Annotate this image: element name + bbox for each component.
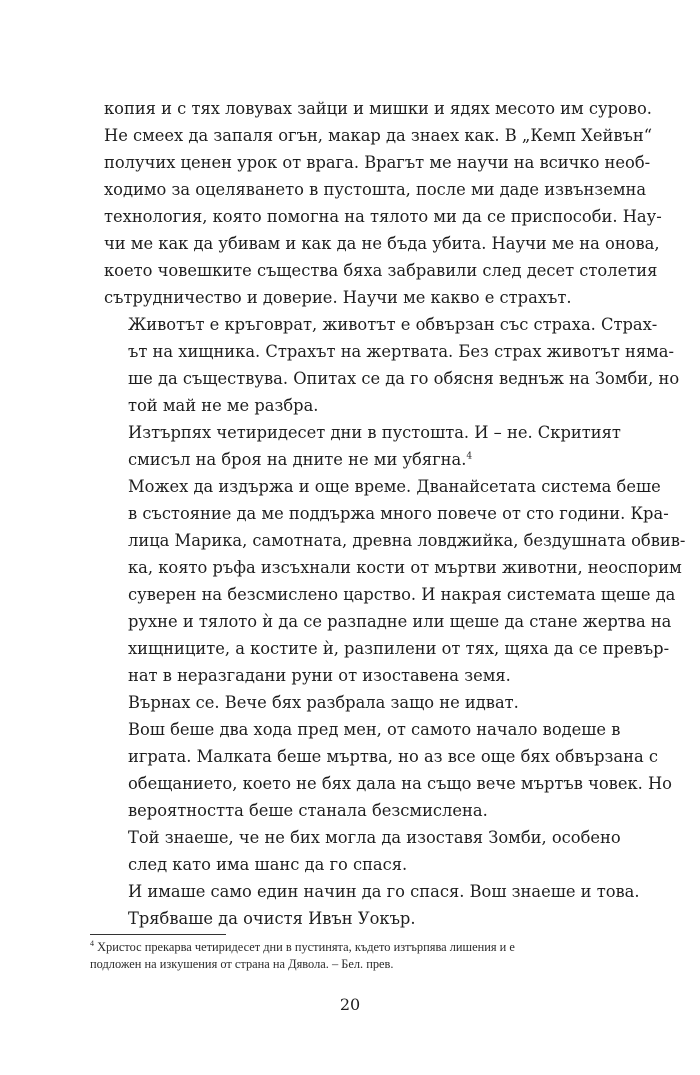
text-line: Върнах се. Вече бях разбрала защо не идват. [128,693,519,712]
text-line: сътрудничество и доверие. Научи ме какво е страхът. [104,288,572,307]
text-line: играта. Малката беше мъртва, но аз все още бях обвързана с [128,747,658,766]
text-line: вероятността беше станала безсмислена. [128,801,488,820]
text-line: ът на хищника. Страхът на жертвата. Без страх животът няма- [128,342,675,361]
text-line: обещанието, което не бях дала на също вече мъртъв човек. Но [128,774,672,793]
footnote-line [90,939,610,956]
text-line: ше да съществува. Опитах се да го обясня веднъж на Зомби, но [128,369,680,388]
text-line: лица Марика, самотната, древна ловджийка, бездушната обвив- [128,531,686,550]
text-line: Изтърпях четиридесет дни в пустошта. И – не. Скритият [128,423,621,442]
paragraph-2 [104,311,680,419]
page-number: 20 [339,995,361,1014]
text-line: след като има шанс да го спася. [128,855,408,874]
footnote-text: Христос прекарва четиридесет дни в пустинята, където изтърпява лишения и е [94,940,515,954]
text-line: Не смеех да запаля огън, макар да знаех как. В „Кемп Хейвън“ [104,126,653,145]
text-line: получих ценен урок от врага. Врагът ме научи на всичко необ- [104,153,651,172]
text-line: суверен на безсмислено царство. И накрая системата щеше да [128,585,676,604]
paragraph-7 [104,824,621,878]
footnote [90,939,610,973]
footnote-line: подложен на изкушения от страна на Дявола. – Бел. прев. [90,957,394,971]
text-line [104,446,600,473]
paragraph-5 [104,689,600,716]
paragraph-3 [104,419,621,473]
paragraph-8 [104,878,640,905]
text-line: копия и с тях ловувах зайци и мишки и ядях месото им сурово. [104,99,652,118]
text-line: ходимо за оцеляването в пустошта, после ми даде извънземна [104,180,647,199]
text-line-content: смисъл на броя на дните не ми убягна. [128,450,467,469]
body-text [104,95,686,932]
paragraph-9 [104,905,600,932]
footnote-reference[interactable]: 4 [466,451,473,462]
text-line: той май не ме разбра. [128,396,319,415]
text-line: Животът е кръговрат, животът е обвързан със страха. Страх- [128,315,658,334]
text-line: рухне и тялото ѝ да се разпадне или щеше да стане жертва на [128,612,672,631]
text-line: технология, която помогна на тялото ми да се приспособи. Нау- [104,207,662,226]
text-line: чи ме как да убивам и как да не бъда убита. Научи ме на онова, [104,234,660,253]
paragraph-1 [104,95,662,311]
text-line: в състояние да ме поддържа много повече от сто години. Кра- [128,504,669,523]
text-line: Трябваше да очистя Ивън Уокър. [128,909,416,928]
text-line: Той знаеше, че не бих могла да изоставя Зомби, особено [128,828,621,847]
text-line: Вош беше два хода пред мен, от самото начало водеше в [128,720,621,739]
text-line: нат в неразгадани руни от изоставена земя. [128,666,511,685]
footnote-divider [90,934,226,935]
text-line: ка, която ръфа изсъхнали кости от мъртви животни, неоспорим [128,558,682,577]
text-line: Можех да издържа и още време. Дванайсетата система беше [128,477,661,496]
paragraph-6 [104,716,672,824]
footnote-marker: 4 [90,938,94,948]
paragraph-4 [104,473,686,689]
text-line: което човешките същества бяха забравили след десет столетия [104,261,658,280]
text-line: И имаше само един начин да го спася. Вош знаеше и това. [128,882,640,901]
text-line: хищниците, а костите ѝ, разпилени от тях, щяха да се превър- [128,639,670,658]
